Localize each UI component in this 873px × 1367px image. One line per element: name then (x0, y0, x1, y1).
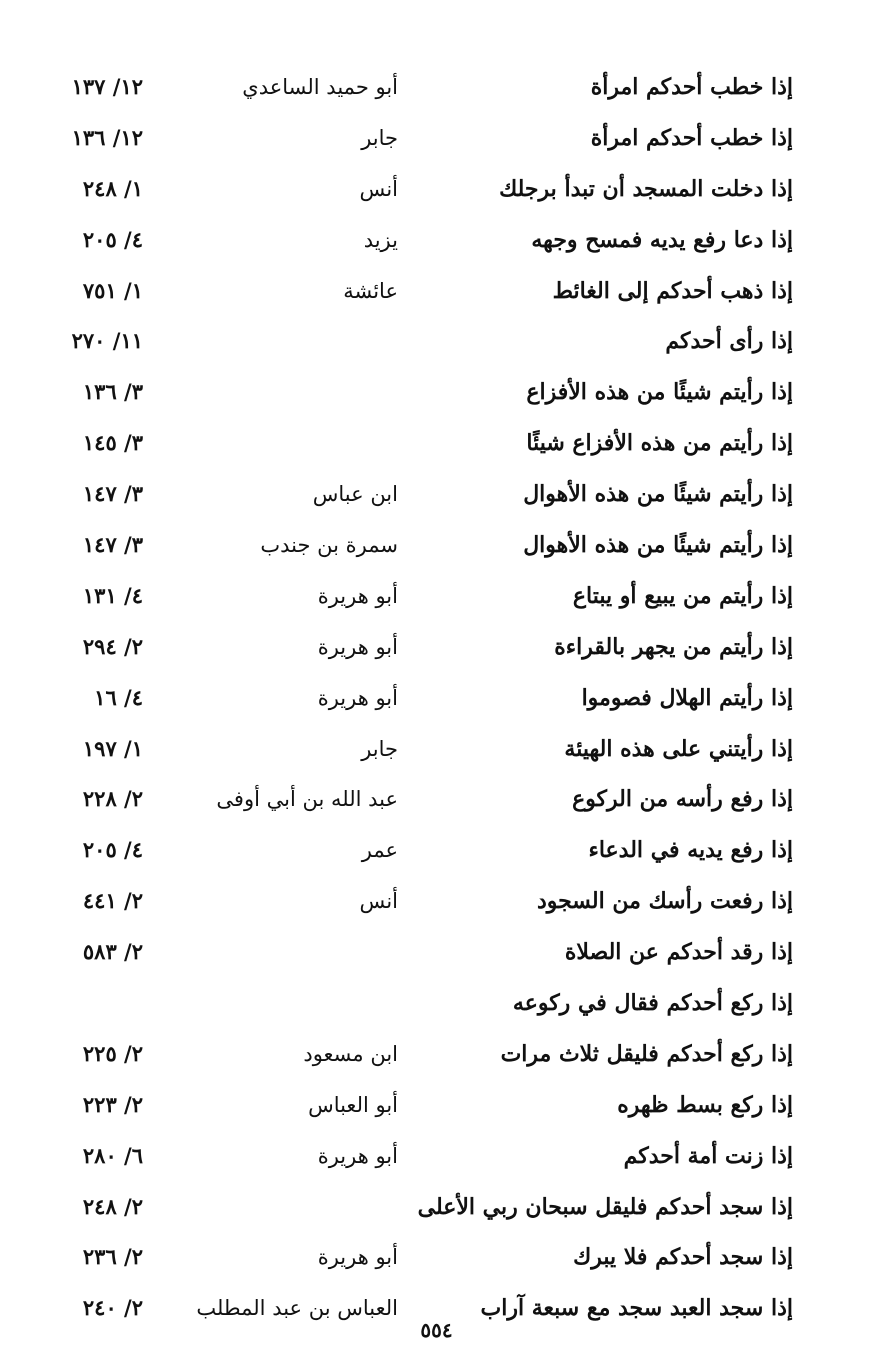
narrator-name: أبو هريرة (317, 1245, 398, 1270)
narrator-name: أبو العباس (308, 1092, 398, 1117)
index-row (0, 1029, 873, 1080)
hadith-text: إذا رأيتم الهلال فصوموا (581, 684, 793, 711)
hadith-text: إذا ركع أحدكم فقال في ركوعه (512, 990, 793, 1017)
hadith-text: إذا رأيتم من هذه الأفزاع شيئًا (526, 430, 793, 457)
index-row (0, 673, 873, 724)
volume-page-reference: ١٢/ ١٣٧ (71, 74, 143, 99)
volume-page-reference: ٢/ ٢٢٨ (82, 786, 143, 812)
narrator-name: سمرة بن جندب (260, 533, 398, 558)
hadith-text: إذا رأيتم شيئًا من هذه الأهوال (523, 481, 793, 508)
index-row (0, 367, 873, 418)
page-number: ٥٥٤ (420, 1318, 453, 1342)
index-row (0, 316, 873, 367)
hadith-text: إذا سجد العبد سجد مع سبعة آراب (480, 1295, 793, 1322)
hadith-text: إذا رأيتم شيئًا من هذه الأفزاع (526, 379, 793, 406)
volume-page-reference: ٣/ ١٤٥ (82, 430, 143, 456)
hadith-text: إذا سجد أحدكم فليقل سبحان ربي الأعلى (417, 1193, 793, 1220)
narrator-name: أبو هريرة (317, 583, 398, 608)
hadith-text: إذا خطب أحدكم امرأة (590, 124, 793, 151)
volume-page-reference: ٣/ ١٤٧ (82, 532, 143, 558)
narrator-name: أنس (359, 176, 398, 201)
index-row (0, 215, 873, 266)
index-row (0, 266, 873, 317)
volume-page-reference: ٢/ ٢٣٦ (82, 1244, 143, 1270)
hadith-text: إذا ذهب أحدكم إلى الغائط (552, 277, 793, 304)
volume-page-reference: ١٢/ ١٣٦ (71, 124, 143, 150)
volume-page-reference: ٢/ ٥٨٣ (82, 939, 143, 965)
hadith-text: إذا رأى أحدكم (665, 328, 793, 355)
index-row (0, 774, 873, 825)
hadith-text: إذا رأيتم من يبيع أو يبتاع (572, 582, 793, 609)
volume-page-reference: ٤/ ١٣١ (82, 582, 143, 608)
volume-page-reference: ٤/ ١٦ (94, 684, 143, 710)
index-row (0, 520, 873, 571)
volume-page-reference: ٤/ ٢٠٥ (82, 226, 143, 252)
index-row (0, 164, 873, 215)
index-row (0, 62, 873, 113)
volume-page-reference: ٢/ ٢٢٣ (82, 1091, 143, 1117)
hadith-text: إذا دعا رفع يديه فمسح وجهه (531, 226, 793, 253)
volume-page-reference: ٢/ ٢٩٤ (82, 633, 143, 659)
hadith-text: إذا خطب أحدكم امرأة (590, 74, 793, 100)
volume-page-reference: ٢/ ٢٤٨ (82, 1193, 143, 1219)
volume-page-reference: ٢/ ٢٢٥ (82, 1040, 143, 1066)
hadith-index-table (0, 62, 873, 1334)
index-row (0, 1131, 873, 1182)
hadith-text: إذا ركع أحدكم فليقل ثلاث مرات (500, 1040, 793, 1067)
hadith-text: إذا ركع بسط ظهره (617, 1091, 793, 1118)
hadith-text: إذا رفع يديه في الدعاء (588, 837, 793, 864)
narrator-name: عائشة (343, 278, 398, 303)
volume-page-reference: ١/ ٧٥١ (82, 277, 143, 303)
narrator-name: أنس (359, 889, 398, 914)
narrator-name: أبو حميد الساعدي (242, 75, 398, 99)
hadith-text: إذا زنت أمة أحدكم (623, 1142, 793, 1169)
index-row (0, 876, 873, 927)
narrator-name: جابر (361, 125, 398, 150)
hadith-text: إذا رأيتم من يجهر بالقراءة (554, 633, 793, 660)
volume-page-reference: ١/ ٢٤٨ (82, 175, 143, 201)
index-row (0, 418, 873, 469)
hadith-text: إذا سجد أحدكم فلا يبرك (573, 1244, 793, 1271)
volume-page-reference: ٣/ ١٤٧ (82, 481, 143, 507)
volume-page-reference: ٣/ ١٣٦ (82, 379, 143, 405)
index-row (0, 113, 873, 164)
index-row (0, 1182, 873, 1233)
volume-page-reference: ٦/ ٢٨٠ (82, 1142, 143, 1168)
narrator-name: أبو هريرة (317, 634, 398, 659)
hadith-text: إذا رأيتم شيئًا من هذه الأهوال (523, 532, 793, 559)
index-row (0, 978, 873, 1029)
volume-page-reference: ١١/ ٢٧٠ (71, 328, 143, 354)
index-row (0, 724, 873, 775)
volume-page-reference: ١/ ١٩٧ (82, 735, 143, 761)
index-row (0, 825, 873, 876)
narrator-name: يزيد (363, 227, 398, 252)
volume-page-reference: ٤/ ٢٠٥ (82, 837, 143, 863)
volume-page-reference: ٢/ ٤٤١ (82, 888, 143, 914)
index-row (0, 927, 873, 978)
hadith-text: إذا رفع رأسه من الركوع (572, 786, 793, 813)
narrator-name: ابن عباس (312, 482, 398, 507)
narrator-name: ابن مسعود (303, 1041, 398, 1066)
index-row (0, 1080, 873, 1131)
narrator-name: جابر (361, 736, 398, 761)
hadith-text: إذا دخلت المسجد أن تبدأ برجلك (499, 175, 793, 202)
index-row (0, 571, 873, 622)
narrator-name: عبد الله بن أبي أوفى (216, 787, 398, 812)
narrator-name: أبو هريرة (317, 685, 398, 710)
volume-page-reference: ٢/ ٢٤٠ (82, 1295, 143, 1321)
index-row (0, 622, 873, 673)
narrator-name: عمر (361, 838, 398, 863)
index-row (0, 469, 873, 520)
hadith-text: إذا رقد أحدكم عن الصلاة (564, 939, 793, 966)
index-row (0, 1232, 873, 1283)
narrator-name: أبو هريرة (317, 1143, 398, 1168)
hadith-text: إذا رفعت رأسك من السجود (536, 888, 793, 915)
narrator-name: العباس بن عبد المطلب (196, 1296, 398, 1321)
hadith-text: إذا رأيتني على هذه الهيئة (564, 735, 793, 762)
